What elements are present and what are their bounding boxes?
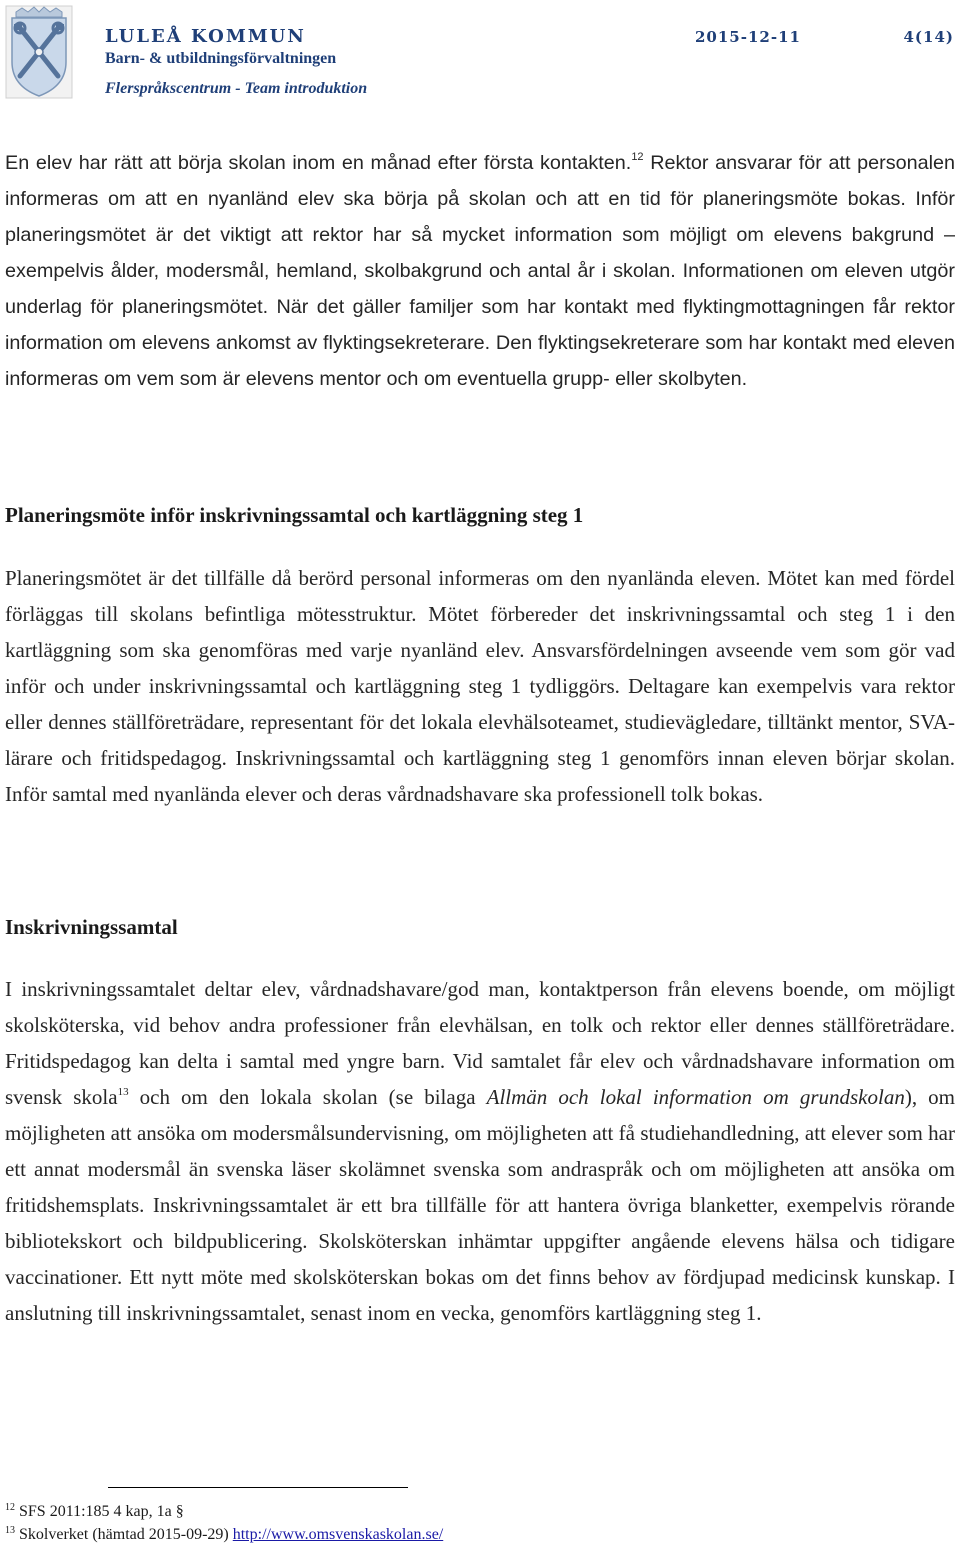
inskrivning-text-1: I inskrivningssamtalet deltar elev, vårdnadshavare/god man, kontaktperson från elevens boende, om möjligt skolsköterska, vid behov andra professioner från elevhälsan, en tolk och rektor eller dennes ställföreträdare. Fritidspedagog kan delta i samtal med yngre barn. Vid samtalet får elev och vårdnadshavare information om svensk skola	[5, 977, 955, 1109]
inskrivning-text-2: och om den lokala skolan (se bilaga	[128, 1085, 487, 1109]
footnote-text: SFS 2011:185 4 kap, 1a §	[19, 1503, 184, 1520]
unit-name: Flerspråkscentrum - Team introduktion	[105, 80, 368, 97]
org-name: LULEÅ KOMMUN	[105, 26, 306, 47]
intro-text-1: En elev har rätt att börja skolan inom en månad efter första kontakten.	[5, 152, 632, 174]
omsvenskaskolan-link[interactable]: http://www.omsvenskaskolan.se/	[232, 1526, 444, 1543]
footnote-12	[5, 1503, 184, 1521]
footnote-ref-13[interactable]: 13	[117, 1086, 129, 1098]
inskrivningssamtal-paragraph	[5, 971, 955, 1331]
footnote-separator	[108, 1487, 408, 1488]
department-name: Barn- & utbildningsförvaltningen	[105, 50, 337, 67]
bilaga-title: Allmän och lokal information om grundskolan	[486, 1085, 905, 1109]
section-heading-inskrivningssamtal: Inskrivningssamtal	[5, 915, 178, 939]
footnote-text: Skolverket (hämtad 2015-09-29)	[19, 1526, 233, 1543]
footnote-13	[5, 1526, 443, 1544]
intro-text-2: Rektor ansvarar för att personalen informeras om att en nyanländ elev ska börja på skolan och att en tid för planeringsmöte bokas. Inför planeringsmötet är det viktigt att rektor har så mycket information som möjligt om elevens bakgrund – exempelvis ålder, modersmål, hemland, skolbakgrund och antal år i skolan. Informationen om eleven utgör underlag för planeringsmötet. När det gäller familjer som har kontakt med flyktingmottagningen får rektor information om elevens ankomst av flyktingsekreterare. Den flyktingsekreterare som har kontakt med eleven informeras om vem som är elevens mentor och om eventuella grupp- eller skolbyten.	[5, 152, 955, 390]
lulea-coat-of-arms-logo	[4, 4, 74, 100]
page-number: 4(14)	[903, 28, 954, 46]
inskrivning-text-3: ), om möjligheten att ansöka om modersmålsundervisning, om möjligheten att få studiehandledning, att elever som har ett annat modersmål än svenska läser skolämnet svenska som andraspråk och om möjligheten att ansöka om fritidshemsplats. Inskrivningssamtalet är ett bra tillfälle för att hantera övriga blanketter, exempelvis rörande bibliotekskort och bildpublicering. Skolsköterskan inhämtar uppgifter angående elevens hälsa och tidigare vaccinationer. Ett nytt möte med skolsköterskan bokas om det finns behov av fördjupad medicinsk kunskap. I anslutning till inskrivningssamtalet, senast inom en vecka, genomförs kartläggning steg 1.	[5, 1085, 955, 1325]
planeringsmote-paragraph: Planeringsmötet är det tillfälle då berörd personal informeras om den nyanlända eleven. Mötet kan med fördel förläggas till skolans befintliga mötesstruktur. Mötet förbereder det inskrivningssamtal och steg 1 i den kartläggning som ska genomföras med varje nyanländ elev. Ansvarsfördelningen avseende vem som gör vad inför och under inskrivningssamtal och kartläggning steg 1 tydliggörs. Deltagare kan exempelvis vara rektor eller dennes ställföreträdare, representant för det lokala elevhälsoteamet, studievägledare, tilltänkt mentor, SVA-lärare och fritidspedagog. Inskrivningssamtal och kartläggning steg 1 genomförs innan eleven börjar skolan. Inför samtal med nyanlända elever och deras vårdnadshavare ska professionell tolk bokas.	[5, 566, 955, 806]
footnote-number: 13	[5, 1525, 15, 1536]
footnote-number: 12	[5, 1502, 15, 1513]
document-date: 2015-12-11	[695, 28, 801, 46]
intro-paragraph	[5, 145, 955, 397]
footnote-ref-12[interactable]: 12	[631, 151, 644, 163]
section-heading-planeringsmote: Planeringsmöte inför inskrivningssamtal och kartläggning steg 1	[5, 503, 584, 527]
